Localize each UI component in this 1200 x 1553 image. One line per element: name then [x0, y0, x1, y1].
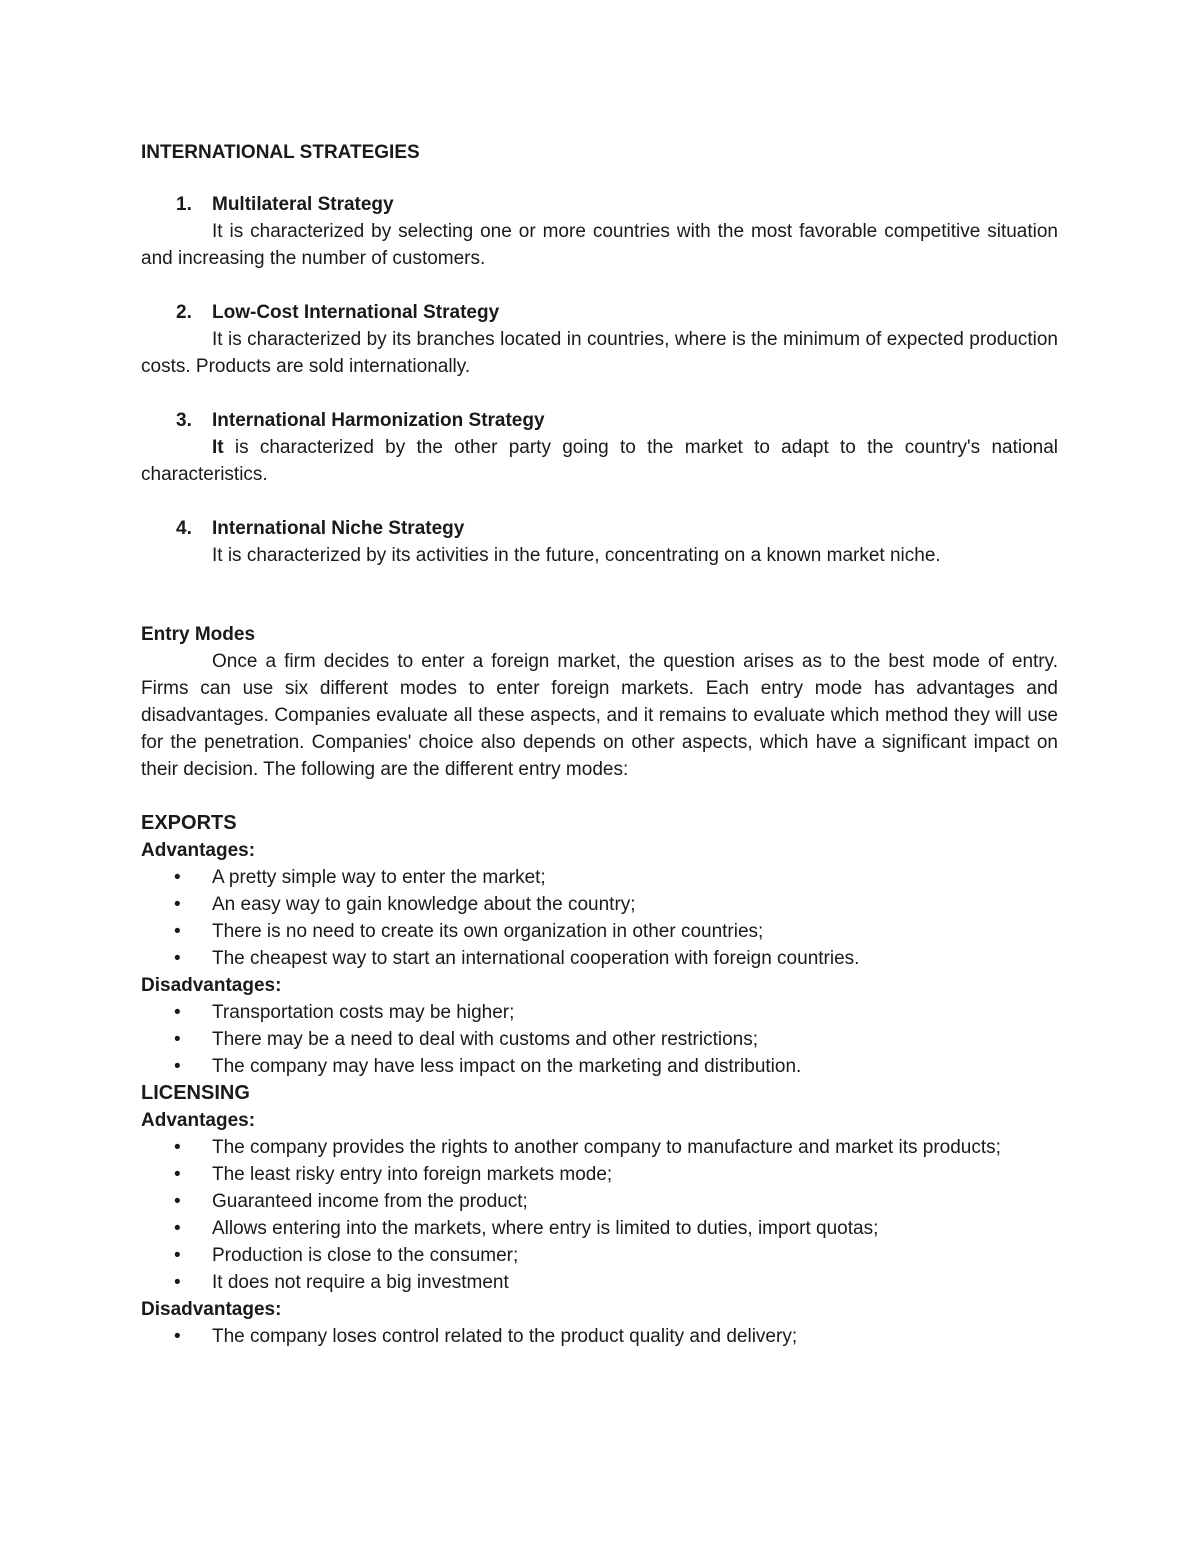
strategy-item [141, 515, 1058, 569]
list-item: • It does not require a big investment [141, 1269, 1058, 1296]
advantages-list [141, 864, 1058, 972]
strategy-number: 1. [176, 194, 192, 215]
list-item: • Allows entering into the markets, where entry is limited to duties, import quotas; [141, 1215, 1058, 1242]
bullet-icon: • [174, 894, 181, 915]
strategy-heading [141, 299, 1058, 326]
list-item: • The company may have less impact on the marketing and distribution. [141, 1053, 1058, 1080]
document-title: INTERNATIONAL STRATEGIES [141, 142, 420, 163]
strategy-number: 4. [176, 518, 192, 539]
advantages-label: Advantages: [141, 1110, 256, 1131]
strategy-number: 2. [176, 302, 192, 323]
strategy-item [141, 191, 1058, 272]
bullet-icon: • [174, 1002, 181, 1023]
bullet-icon: • [174, 948, 181, 969]
entry-modes-intro: Once a firm decides to enter a foreign market, the question arises as to the best mode of entry. Firms can use six different modes to enter foreign markets. Each entry mode has advantages and disadvantages. Companies evaluate all these aspects, and it remains to evaluate which method they will use for the penetration. Companies' choice also depends on other aspects, which have a significant impact on their decision. The following are the different entry modes: [141, 651, 1058, 780]
list-item: • There is no need to create its own organization in other countries; [141, 918, 1058, 945]
strategy-heading [141, 407, 1058, 434]
list-item: • The company provides the rights to another company to manufacture and market its products; [141, 1134, 1058, 1161]
list-item: • An easy way to gain knowledge about the country; [141, 891, 1058, 918]
strategy-description: It is characterized by its branches located in countries, where is the minimum of expected production costs. Products are sold internationally. [141, 329, 1058, 377]
strategy-heading [141, 191, 1058, 218]
bullet-icon: • [174, 1245, 181, 1266]
bullet-icon: • [174, 867, 181, 888]
strategy-item [141, 299, 1058, 380]
strategy-name: International Harmonization Strategy [212, 410, 545, 431]
strategy-name: Low-Cost International Strategy [212, 302, 500, 323]
list-item: • There may be a need to deal with customs and other restrictions; [141, 1026, 1058, 1053]
bullet-icon: • [174, 1326, 181, 1347]
bullet-icon: • [174, 1056, 181, 1077]
advantages-list [141, 1134, 1058, 1296]
list-item: • The least risky entry into foreign markets mode; [141, 1161, 1058, 1188]
list-item: • The company loses control related to the product quality and delivery; [141, 1323, 1058, 1350]
list-item: • Guaranteed income from the product; [141, 1188, 1058, 1215]
bullet-icon: • [174, 1137, 181, 1158]
mode-title-licensing: LICENSING [141, 1082, 250, 1104]
strategy-list [141, 191, 1058, 569]
bullet-icon: • [174, 1029, 181, 1050]
bullet-icon: • [174, 1191, 181, 1212]
disadvantages-label: Disadvantages: [141, 975, 282, 996]
strategy-name: International Niche Strategy [212, 518, 465, 539]
list-item: • The cheapest way to start an international cooperation with foreign countries. [141, 945, 1058, 972]
document-page [141, 138, 1058, 1350]
disadvantages-list [141, 999, 1058, 1080]
mode-title-exports: EXPORTS [141, 812, 237, 834]
bullet-icon: • [174, 1272, 181, 1293]
strategy-description-text: is characterized by the other party going to the market to adapt to the country's national characteristics. [141, 437, 1058, 485]
strategy-heading [141, 515, 1058, 542]
strategy-item [141, 407, 1058, 488]
strategy-description-lead: It [212, 437, 224, 458]
entry-modes-heading: Entry Modes [141, 624, 256, 645]
strategy-description: It is characterized by its activities in the future, concentrating on a known market niche. [212, 545, 941, 566]
disadvantages-label: Disadvantages: [141, 1299, 282, 1320]
list-item: • Transportation costs may be higher; [141, 999, 1058, 1026]
list-item: • A pretty simple way to enter the market; [141, 864, 1058, 891]
bullet-icon: • [174, 921, 181, 942]
advantages-label: Advantages: [141, 840, 256, 861]
bullet-icon: • [174, 1164, 181, 1185]
list-item: • Production is close to the consumer; [141, 1242, 1058, 1269]
strategy-description: It is characterized by selecting one or more countries with the most favorable competitive situation and increasing the number of customers. [141, 221, 1058, 269]
strategy-description [141, 434, 1058, 488]
strategy-name: Multilateral Strategy [212, 194, 394, 215]
strategy-number: 3. [176, 410, 192, 431]
disadvantages-list [141, 1323, 1058, 1350]
bullet-icon: • [174, 1218, 181, 1239]
